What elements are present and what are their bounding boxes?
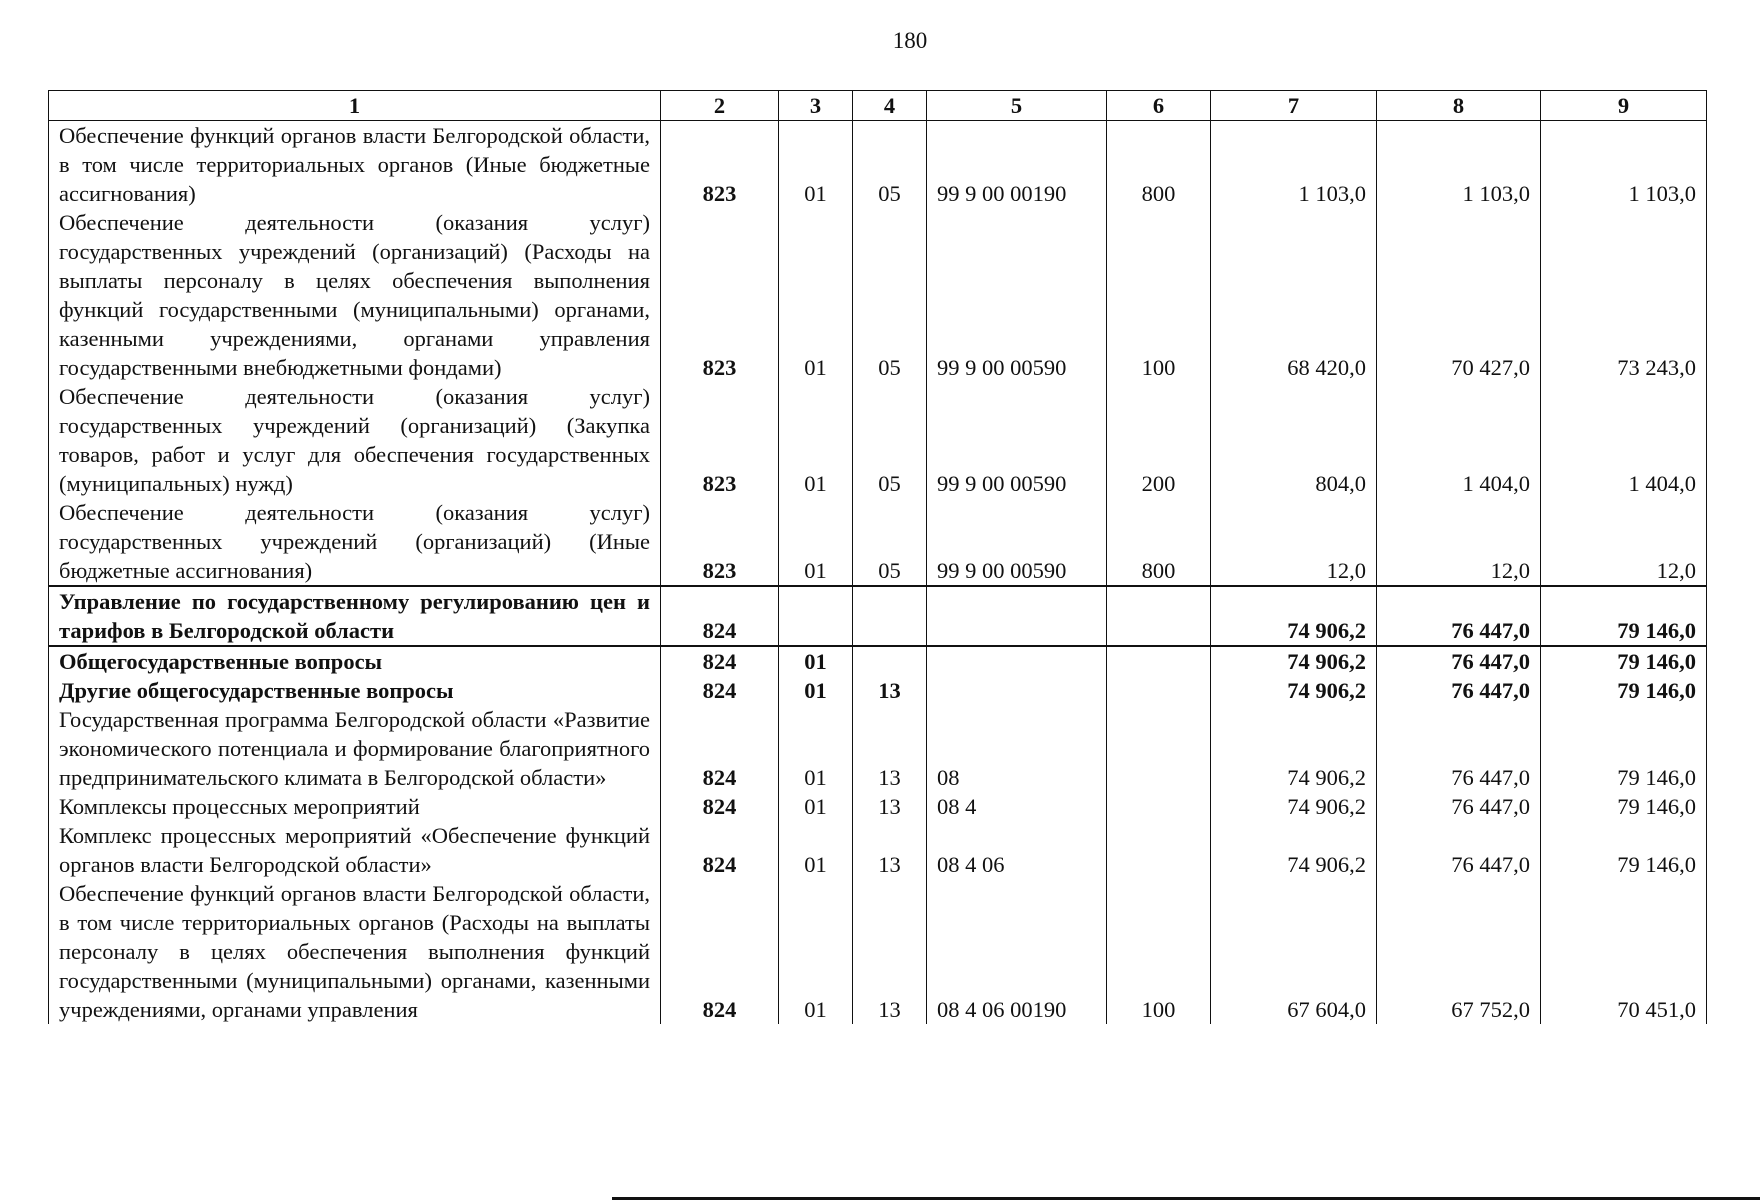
row-target-article: 08: [927, 705, 1107, 792]
row-section-code: 01: [779, 821, 853, 879]
row-ministry-code: 824: [661, 586, 779, 646]
table-row: [49, 382, 1707, 498]
table-body: [49, 121, 1707, 1025]
column-header-9: 9: [1541, 91, 1707, 121]
row-name: Обеспечение деятельности (оказания услуг) государственных учреждений (организаций) (Расходы на выплаты персоналу в целях обеспечения выполнения функций государственными (муниципальными) органами, казенными учреждениями, органами управления государственными внебюджетными фондами): [49, 208, 661, 382]
header-row: [49, 91, 1707, 121]
table-row: [49, 646, 1707, 676]
budget-table: [48, 90, 1707, 1024]
row-ministry-code: 823: [661, 208, 779, 382]
row-name: Комплексы процессных мероприятий: [49, 792, 661, 821]
row-name: Обеспечение деятельности (оказания услуг) государственных учреждений (организаций) (Закупка товаров, работ и услуг для обеспечения государственных (муниципальных) нужд): [49, 382, 661, 498]
column-header-3: 3: [779, 91, 853, 121]
row-target-article: [927, 676, 1107, 705]
row-subsection-code: 13: [853, 705, 927, 792]
row-ministry-code: 823: [661, 498, 779, 586]
table-row: [49, 586, 1707, 646]
row-amount-year-2: 1 404,0: [1377, 382, 1541, 498]
column-header-8: 8: [1377, 91, 1541, 121]
row-subsection-code: [853, 586, 927, 646]
table-row: [49, 208, 1707, 382]
row-amount-year-1: 74 906,2: [1211, 821, 1377, 879]
row-subsection-code: 13: [853, 821, 927, 879]
row-subsection-code: [853, 646, 927, 676]
table-row: [49, 498, 1707, 586]
row-target-article: 08 4 06: [927, 821, 1107, 879]
row-expense-type: 200: [1107, 382, 1211, 498]
row-section-code: 01: [779, 382, 853, 498]
column-header-4: 4: [853, 91, 927, 121]
column-header-2: 2: [661, 91, 779, 121]
row-ministry-code: 824: [661, 646, 779, 676]
row-amount-year-1: 74 906,2: [1211, 705, 1377, 792]
row-expense-type: 100: [1107, 879, 1211, 1024]
row-amount-year-1: 12,0: [1211, 498, 1377, 586]
row-section-code: 01: [779, 498, 853, 586]
row-expense-type: [1107, 586, 1211, 646]
row-amount-year-2: 76 447,0: [1377, 821, 1541, 879]
row-amount-year-3: 1 404,0: [1541, 382, 1707, 498]
row-section-code: [779, 586, 853, 646]
row-amount-year-2: 76 447,0: [1377, 646, 1541, 676]
row-section-code: 01: [779, 705, 853, 792]
row-amount-year-3: 70 451,0: [1541, 879, 1707, 1024]
row-amount-year-1: 74 906,2: [1211, 792, 1377, 821]
row-name: Обеспечение деятельности (оказания услуг) государственных учреждений (организаций) (Иные бюджетные ассигнования): [49, 498, 661, 586]
row-ministry-code: 823: [661, 382, 779, 498]
table-row: [49, 821, 1707, 879]
row-expense-type: [1107, 792, 1211, 821]
column-header-7: 7: [1211, 91, 1377, 121]
row-amount-year-2: 70 427,0: [1377, 208, 1541, 382]
row-expense-type: 800: [1107, 121, 1211, 209]
row-target-article: [927, 586, 1107, 646]
table-row: [49, 792, 1707, 821]
row-amount-year-3: 79 146,0: [1541, 646, 1707, 676]
row-amount-year-1: 67 604,0: [1211, 879, 1377, 1024]
row-amount-year-3: 79 146,0: [1541, 792, 1707, 821]
row-target-article: 99 9 00 00590: [927, 382, 1107, 498]
row-amount-year-2: 76 447,0: [1377, 676, 1541, 705]
row-name: Общегосударственные вопросы: [49, 646, 661, 676]
row-section-code: 01: [779, 879, 853, 1024]
row-target-article: 99 9 00 00190: [927, 121, 1107, 209]
row-name: Государственная программа Белгородской области «Развитие экономического потенциала и формирование благоприятного предпринимательского климата в Белгородской области»: [49, 705, 661, 792]
row-target-article: [927, 646, 1107, 676]
row-amount-year-2: 12,0: [1377, 498, 1541, 586]
row-amount-year-2: 76 447,0: [1377, 586, 1541, 646]
column-header-6: 6: [1107, 91, 1211, 121]
row-expense-type: [1107, 821, 1211, 879]
row-expense-type: [1107, 646, 1211, 676]
page-number: 180: [892, 28, 928, 53]
row-amount-year-1: 74 906,2: [1211, 646, 1377, 676]
row-ministry-code: 824: [661, 821, 779, 879]
row-amount-year-2: 76 447,0: [1377, 705, 1541, 792]
row-name: Управление по государственному регулированию цен и тарифов в Белгородской области: [49, 586, 661, 646]
table-row: [49, 121, 1707, 209]
row-amount-year-2: 76 447,0: [1377, 792, 1541, 821]
table-row: [49, 676, 1707, 705]
row-ministry-code: 824: [661, 879, 779, 1024]
row-section-code: 01: [779, 676, 853, 705]
row-amount-year-3: 79 146,0: [1541, 586, 1707, 646]
row-subsection-code: 05: [853, 208, 927, 382]
row-amount-year-3: 79 146,0: [1541, 821, 1707, 879]
row-subsection-code: 13: [853, 879, 927, 1024]
table-row: [49, 705, 1707, 792]
row-amount-year-3: 79 146,0: [1541, 676, 1707, 705]
row-amount-year-3: 73 243,0: [1541, 208, 1707, 382]
row-name: Другие общегосударственные вопросы: [49, 676, 661, 705]
row-amount-year-2: 1 103,0: [1377, 121, 1541, 209]
row-ministry-code: 824: [661, 705, 779, 792]
row-section-code: 01: [779, 646, 853, 676]
row-amount-year-3: 12,0: [1541, 498, 1707, 586]
row-ministry-code: 824: [661, 792, 779, 821]
row-section-code: 01: [779, 121, 853, 209]
row-name: Обеспечение функций органов власти Белгородской области, в том числе территориальных органов (Расходы на выплаты персоналу в целях обеспечения выполнения функций государственными (муниципальными) органами, казенными учреждениями, органами управления: [49, 879, 661, 1024]
row-amount-year-2: 67 752,0: [1377, 879, 1541, 1024]
row-amount-year-1: 68 420,0: [1211, 208, 1377, 382]
row-subsection-code: 05: [853, 382, 927, 498]
row-amount-year-1: 1 103,0: [1211, 121, 1377, 209]
row-target-article: 99 9 00 00590: [927, 498, 1107, 586]
row-expense-type: [1107, 676, 1211, 705]
row-ministry-code: 824: [661, 676, 779, 705]
row-section-code: 01: [779, 792, 853, 821]
row-amount-year-3: 1 103,0: [1541, 121, 1707, 209]
row-expense-type: [1107, 705, 1211, 792]
table-row: [49, 879, 1707, 1024]
column-header-1: 1: [49, 91, 661, 121]
row-amount-year-1: 804,0: [1211, 382, 1377, 498]
row-target-article: 08 4: [927, 792, 1107, 821]
row-ministry-code: 823: [661, 121, 779, 209]
row-subsection-code: 13: [853, 792, 927, 821]
row-amount-year-1: 74 906,2: [1211, 586, 1377, 646]
row-name: Комплекс процессных мероприятий «Обеспечение функций органов власти Белгородской области»: [49, 821, 661, 879]
row-amount-year-3: 79 146,0: [1541, 705, 1707, 792]
row-target-article: 99 9 00 00590: [927, 208, 1107, 382]
row-amount-year-1: 74 906,2: [1211, 676, 1377, 705]
column-header-5: 5: [927, 91, 1107, 121]
row-target-article: 08 4 06 00190: [927, 879, 1107, 1024]
row-subsection-code: 05: [853, 121, 927, 209]
row-subsection-code: 05: [853, 498, 927, 586]
row-expense-type: 100: [1107, 208, 1211, 382]
row-subsection-code: 13: [853, 676, 927, 705]
row-expense-type: 800: [1107, 498, 1211, 586]
row-name: Обеспечение функций органов власти Белгородской области, в том числе территориальных органов (Иные бюджетные ассигнования): [49, 121, 661, 209]
row-section-code: 01: [779, 208, 853, 382]
